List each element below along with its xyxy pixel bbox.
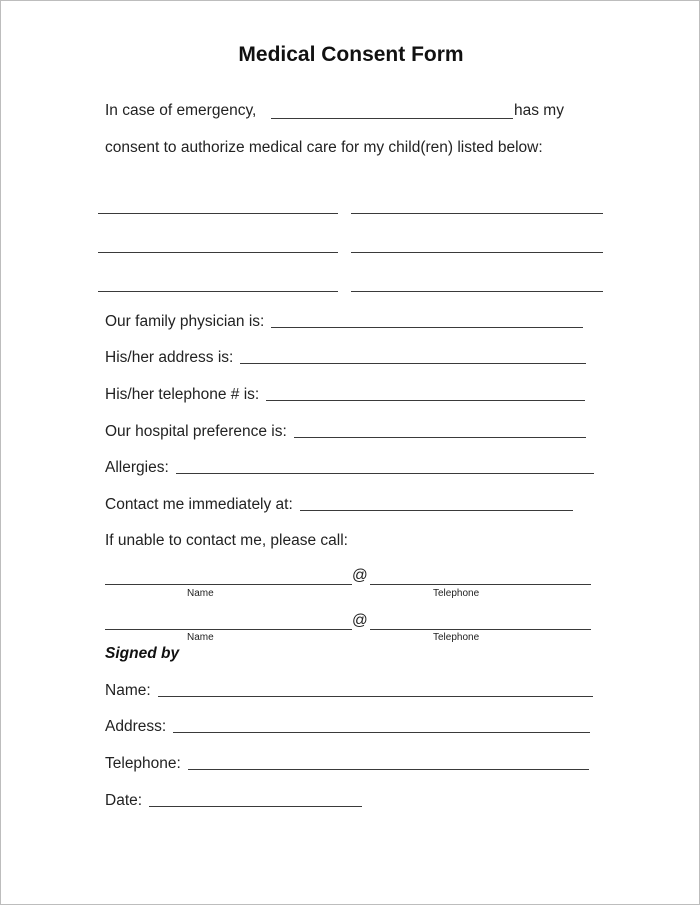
alt-contact-1-telephone-field[interactable]: [370, 584, 591, 585]
sign-address-field[interactable]: [173, 717, 590, 733]
sign-address-label: Address:: [105, 718, 167, 735]
child-name-blank-3[interactable]: [98, 252, 338, 253]
physician-address-label: His/her address is:: [105, 349, 234, 366]
sign-date-field[interactable]: [149, 791, 362, 807]
contact-row: [105, 494, 573, 514]
hospital-label: Our hospital preference is:: [105, 423, 287, 440]
alt-contact-1-name-caption: Name: [187, 588, 214, 599]
child-name-blank-2[interactable]: [351, 213, 603, 214]
guardian-name-blank[interactable]: [271, 118, 513, 119]
intro-suffix: has my: [514, 102, 564, 119]
unable-to-contact-label: If unable to contact me, please call:: [105, 532, 348, 549]
physician-label: Our family physician is:: [105, 313, 265, 330]
contact-label: Contact me immediately at:: [105, 496, 293, 513]
form-title: Medical Consent Form: [238, 43, 464, 66]
hospital-row: [105, 421, 586, 441]
alt-contact-1-telephone-caption: Telephone: [433, 588, 480, 599]
alt-contact-2-name-field[interactable]: [105, 629, 352, 630]
alt-contact-1-at-symbol: @: [352, 567, 368, 584]
allergies-row: [105, 457, 594, 477]
sign-name-row: [105, 680, 593, 700]
alt-contact-2-telephone-field[interactable]: [370, 629, 591, 630]
sign-telephone-field[interactable]: [188, 754, 589, 770]
sign-name-label: Name:: [105, 682, 151, 699]
sign-telephone-row: [105, 753, 589, 773]
child-name-blank-4[interactable]: [351, 252, 603, 253]
child-name-blank-5[interactable]: [98, 291, 338, 292]
child-name-blank-1[interactable]: [98, 213, 338, 214]
sign-date-label: Date:: [105, 792, 143, 809]
physician-address-field[interactable]: [240, 348, 586, 364]
telephone-row: [105, 384, 585, 404]
physician-field[interactable]: [271, 312, 583, 328]
alt-contact-1-name-field[interactable]: [105, 584, 352, 585]
child-name-blank-6[interactable]: [351, 291, 603, 292]
address-row: [105, 347, 586, 367]
alt-contact-2-name-caption: Name: [187, 632, 214, 643]
allergies-label: Allergies:: [105, 459, 169, 476]
sign-address-row: [105, 716, 590, 736]
intro-line-2: consent to authorize medical care for my child(ren) listed below:: [105, 139, 543, 156]
physician-telephone-label: His/her telephone # is:: [105, 386, 260, 403]
intro-prefix: In case of emergency,: [105, 102, 257, 119]
allergies-field[interactable]: [176, 458, 594, 474]
signed-by-heading: Signed by: [105, 645, 180, 662]
physician-row: [105, 311, 583, 331]
sign-name-field[interactable]: [158, 681, 593, 697]
physician-telephone-field[interactable]: [266, 385, 585, 401]
sign-telephone-label: Telephone:: [105, 755, 181, 772]
hospital-field[interactable]: [294, 422, 586, 438]
alt-contact-2-at-symbol: @: [352, 612, 368, 629]
alt-contact-2-telephone-caption: Telephone: [433, 632, 480, 643]
contact-field[interactable]: [300, 495, 573, 511]
sign-date-row: [105, 790, 362, 810]
